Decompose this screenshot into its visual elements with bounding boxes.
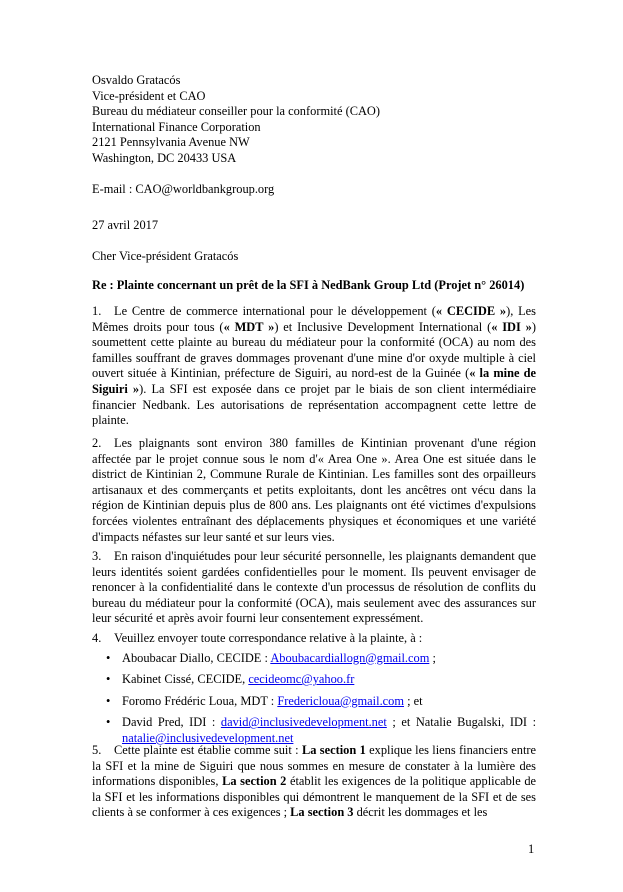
email-link[interactable]: natalie@inclusivedevelopment.net [122, 730, 294, 745]
contact-list [92, 651, 536, 747]
paragraph-2: 2. Les plaignants sont environ 380 familles de Kintinian provenant d'une région affectée par le projet connue sous le nom d'« Area One ». Area One est située dans le district de Kintinian 2, Commune Rurale de Kintinian. Les familles sont des orpailleurs artisanaux et des commerçants et petits exploitants, dont les ancêtres ont vécu dans la région de Kintinian depuis plus de 800 ans. Les plaignants ont été victimes d'expulsions forcées violentes entraînant des déplacements physiques et économiques et une variété d'impacts néfastes sur leur santé et sur leurs vies. [92, 436, 536, 544]
contact-item: • Foromo Frédéric Loua, MDT : Fredericloua@gmail.com ; et [106, 693, 423, 708]
sender-address-block [92, 73, 536, 197]
section-2-ref: La section 2 [222, 774, 287, 789]
paragraph-number: 2. [92, 436, 102, 450]
email-label: E-mail : [92, 181, 136, 196]
paragraph-number: 1. [92, 304, 102, 318]
email-link[interactable]: Fredericloua@gmail.com [277, 693, 404, 708]
subject-line: Re : Plainte concernant un prêt de la SFI à NedBank Group Ltd (Projet n° 26014) [92, 278, 525, 292]
paragraph-number: 3. [92, 549, 102, 563]
email-link[interactable]: Aboubacardiallogn@gmail.com [270, 650, 430, 665]
cecide-acronym: « CECIDE » [435, 304, 507, 318]
paragraph-number: 4. [92, 631, 102, 645]
email-link[interactable]: david@inclusivedevelopment.net [220, 715, 387, 730]
letter-date: 27 avril 2017 [92, 218, 159, 232]
contact-item: • Aboubacar Diallo, CECIDE : Aboubacardiallogn@gmail.com ; [106, 650, 436, 665]
sender-email: CAO@worldbankgroup.org [135, 181, 275, 196]
sender-email-line [92, 182, 536, 198]
bullet: • [106, 672, 111, 687]
paragraph-4: 4. Veuillez envoyer toute correspondance relative à la plainte, à : • Aboubacar Diallo, CECIDE : Aboubacardiallogn@gmail.com ; • Kabinet Cissé, CECIDE, cecideomc@yahoo.fr • Foromo Frédéric Loua, MDT : Fredericloua@gmail.com ; et • David Pred, IDI : david@inclusivedevelopment.net ; et Natalie Bugalski, IDI : natalie@inclusivedevelopment.net [92, 631, 537, 745]
contact-item: • David Pred, IDI : david@inclusivedevelopment.net ; et Natalie Bugalski, IDI : natalie@inclusivedevelopment.net [106, 715, 537, 745]
sender-street: 2121 Pennsylvania Avenue NW [92, 135, 250, 150]
bullet: • [106, 715, 111, 730]
sender-title: Vice-président et CAO [92, 88, 206, 103]
contact-item: • Kabinet Cissé, CECIDE, cecideomc@yahoo.fr [106, 672, 355, 687]
sender-name: Osvaldo Gratacós [92, 73, 181, 87]
mdt-acronym: « MDT » [223, 319, 275, 334]
sender-office: Bureau du médiateur conseiller pour la conformité (CAO) [92, 104, 380, 119]
paragraph-number: 5. [92, 743, 102, 757]
siguiri-mine-term: « la mine de Siguiri » [92, 366, 536, 396]
paragraph-3: 3. En raison d'inquiétudes pour leur sécurité personnelle, les plaignants demandent que leurs identités soient gardées confidentielles pour le moment. Ils peuvent envisager de renoncer à la confidentialité dans le contexte d'un processus de résolution de conflits du bureau du médiateur pour la conformité (OCA), mais seulement avec des assurances sur leur sécurité et après avoir fourni leur consentement expressément. [92, 549, 536, 626]
salutation: Cher Vice-président Gratacós [92, 249, 239, 263]
idi-acronym: « IDI » [491, 319, 532, 334]
email-link[interactable]: cecideomc@yahoo.fr [248, 672, 355, 687]
sender-city: Washington, DC 20433 USA [92, 150, 237, 165]
paragraph-1: 1. Le Centre de commerce international pour le développement (« CECIDE »), Les Mêmes droits pour tous (« MDT ») et Inclusive Development International (« IDI ») soumettent cette plainte au bureau du médiateur pour la conformité (OCA) au nom des familles souffrant de graves dommages provenant d'une mine d'or oxyde multiple à ciel ouvert située à Kintinian, préfecture de Siguiri, au nord-est de la Guinée (« la mine de Siguiri »). La SFI est exposée dans ce projet par le biais de son client intermédiaire financier Nedbank. Les autorisations de représentation accompagnent cette lettre de plainte. [92, 304, 537, 428]
page-number: 1 [528, 842, 535, 856]
paragraph-5: 5. Cette plainte est établie comme suit : La section 1 explique les liens financiers entre la SFI et la mine de Siguiri que nous sommes en mesure de constater à la lumière des informations disponibles, La section 2 établit les exigences de la politique applicable de la SFI et les informations disponibles qui démontrent le manquement de la SFI et de ses clients à se conformer à ces exigences ; La section 3 décrit les dommages et les [92, 743, 537, 820]
bullet: • [106, 693, 111, 708]
section-1-ref: La section 1 [301, 743, 366, 757]
bullet: • [106, 650, 111, 665]
sender-organization: International Finance Corporation [92, 119, 261, 134]
section-3-ref: La section 3 [290, 805, 354, 820]
